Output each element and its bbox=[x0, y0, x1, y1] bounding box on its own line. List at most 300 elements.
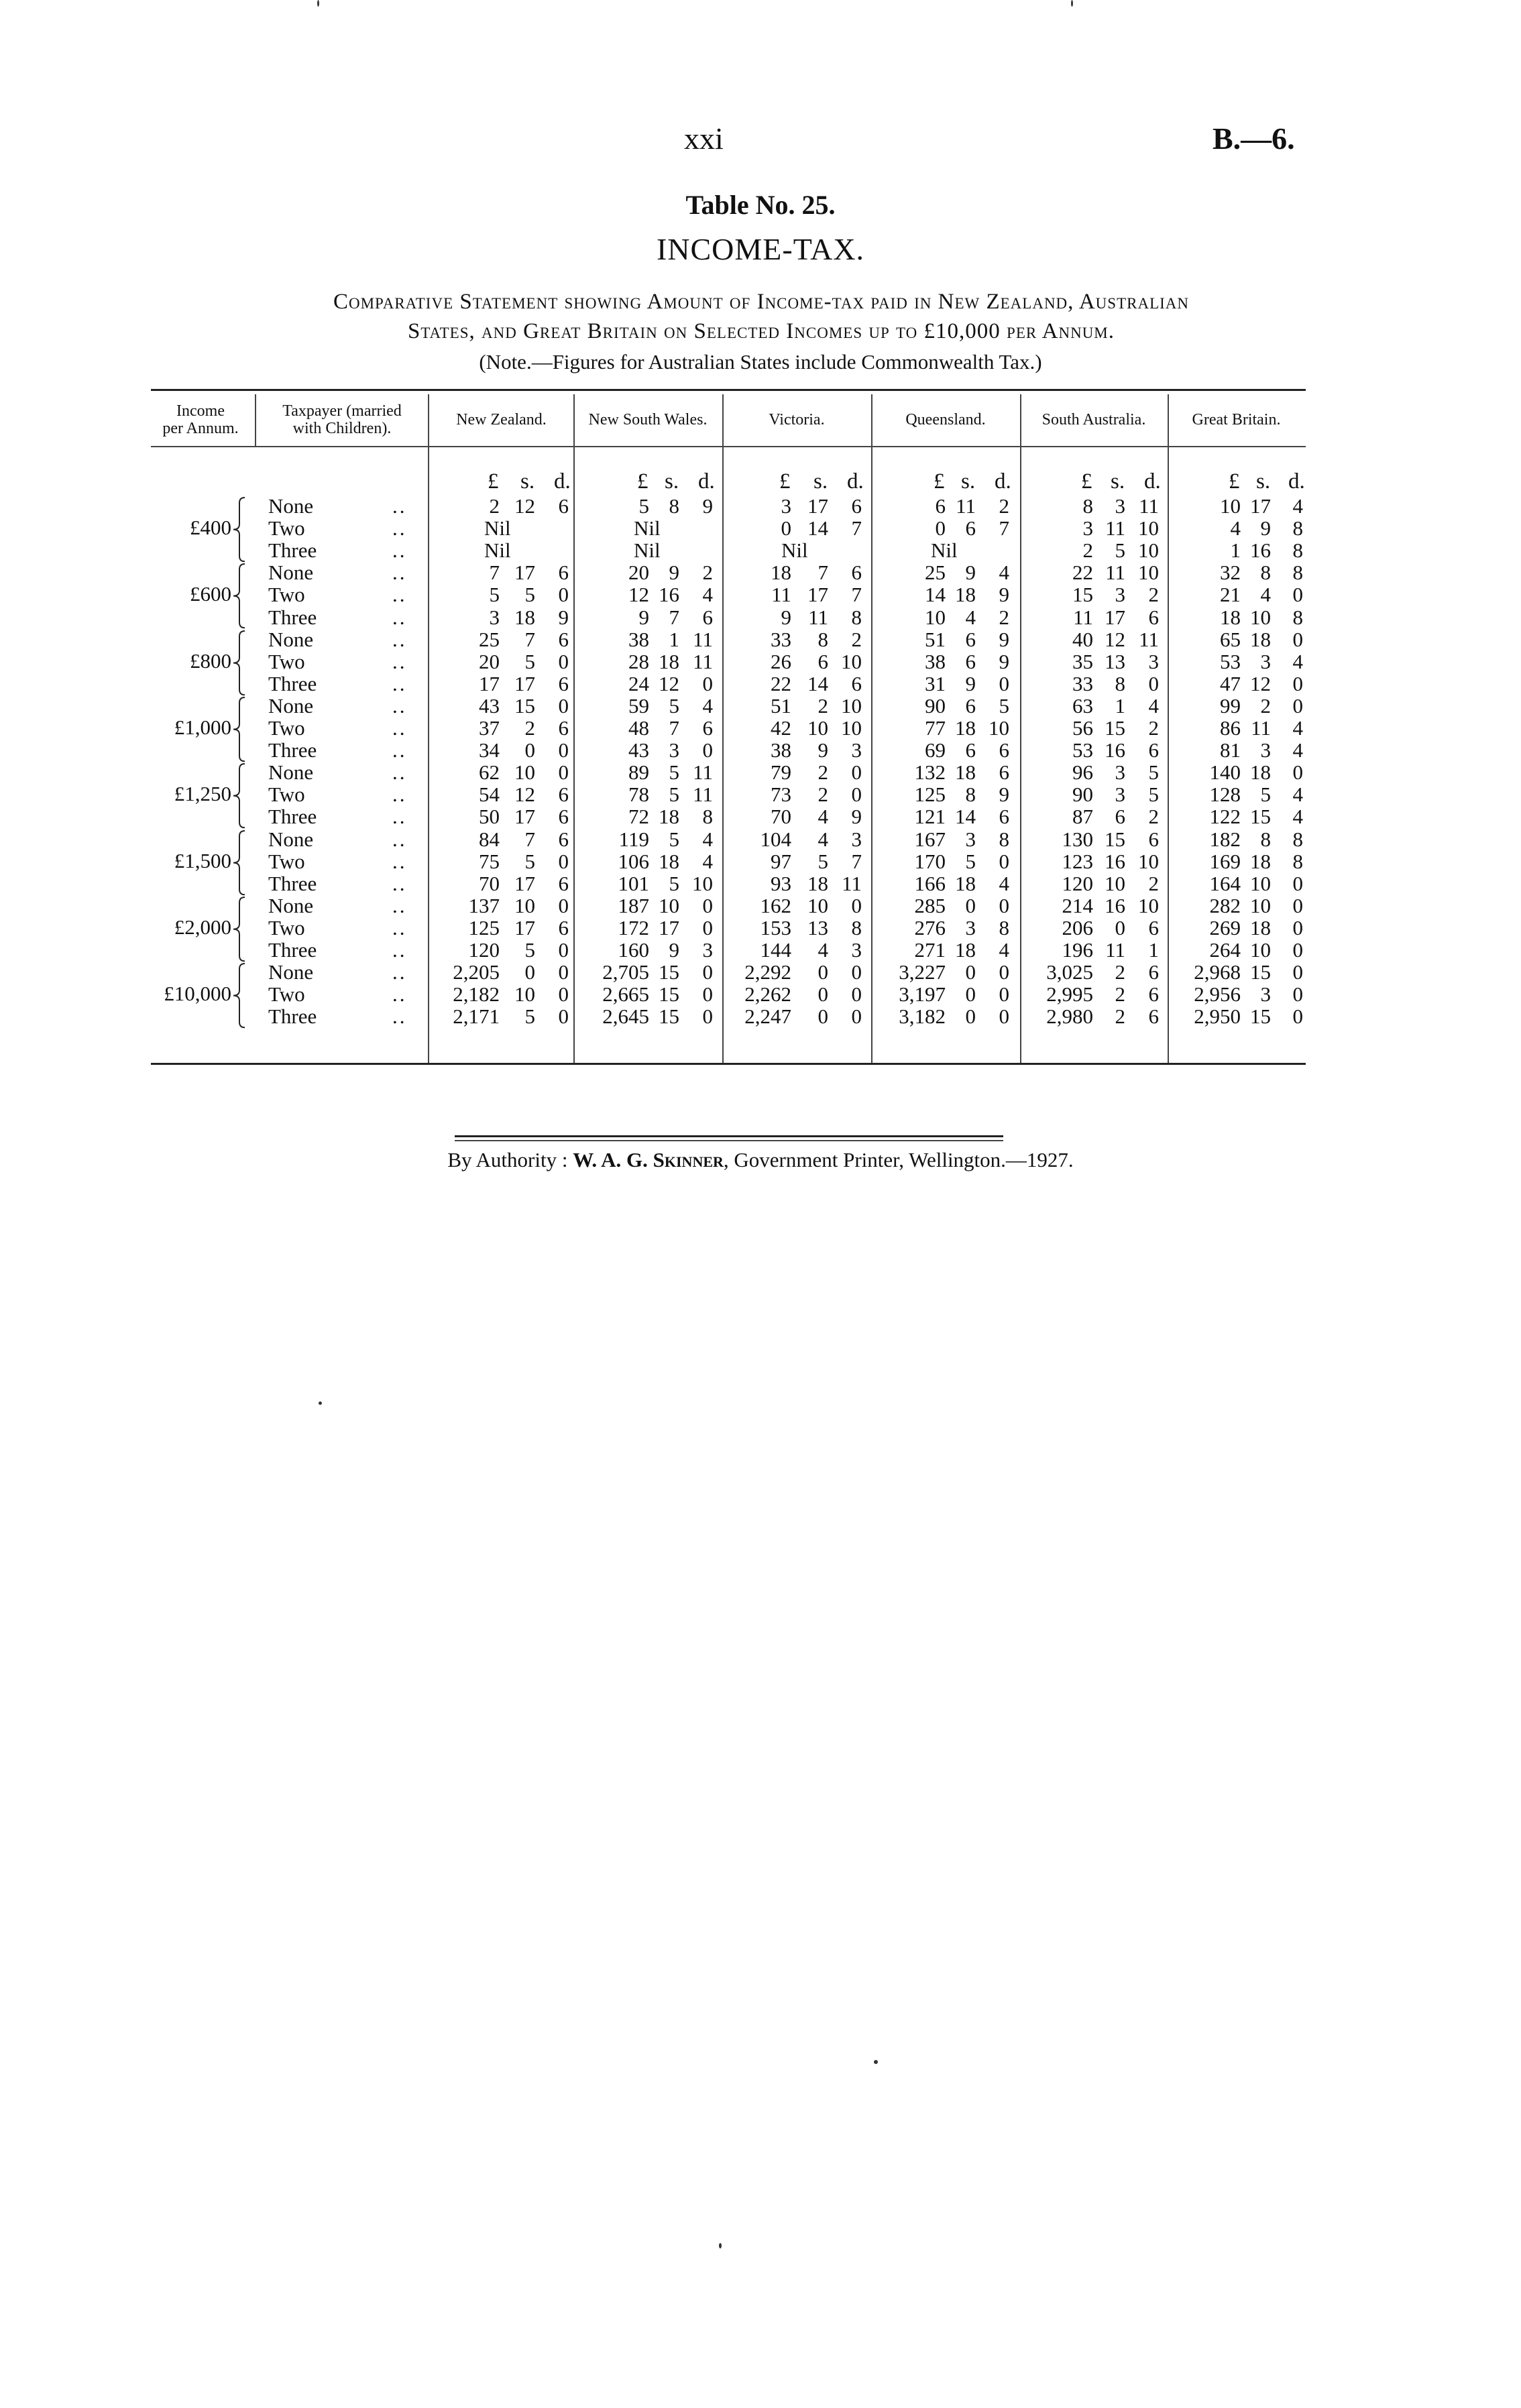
pounds-value: 2,182 bbox=[453, 982, 500, 1007]
pence-value: 4 bbox=[702, 583, 713, 607]
pounds-value: 4 bbox=[1230, 516, 1241, 540]
pounds-value: 38 bbox=[925, 649, 946, 673]
unit-label: s. bbox=[813, 469, 828, 494]
pounds-value: 56 bbox=[1072, 716, 1093, 740]
shillings-value: 10 bbox=[1250, 871, 1271, 895]
nil-value: Nil bbox=[634, 538, 661, 563]
pounds-value: 33 bbox=[1072, 671, 1093, 695]
shillings-value: 11 bbox=[1105, 516, 1125, 540]
shillings-value: 7 bbox=[524, 827, 535, 851]
pence-value: 6 bbox=[702, 716, 713, 740]
pounds-value: 2,980 bbox=[1046, 1005, 1093, 1029]
unit-label: s. bbox=[1256, 469, 1271, 494]
pence-value: 6 bbox=[558, 561, 569, 585]
shillings-value: 8 bbox=[965, 783, 976, 807]
table-row bbox=[0, 961, 1521, 983]
pence-value: 0 bbox=[851, 783, 862, 807]
shillings-value: 5 bbox=[818, 849, 828, 873]
pence-value: 9 bbox=[999, 583, 1009, 607]
taxpayer-label: Three bbox=[268, 871, 317, 895]
footer-rule bbox=[455, 1140, 1003, 1141]
pounds-value: 196 bbox=[1062, 938, 1093, 962]
pence-value: 6 bbox=[558, 827, 569, 851]
pounds-value: 122 bbox=[1209, 805, 1241, 829]
leader-dots: .. bbox=[392, 649, 407, 673]
pence-value: 7 bbox=[851, 849, 862, 873]
pence-value: 6 bbox=[558, 915, 569, 939]
pence-value: 8 bbox=[1292, 538, 1303, 563]
paper-speck bbox=[319, 1401, 322, 1405]
pence-value: 6 bbox=[558, 716, 569, 740]
shillings-value: 14 bbox=[807, 671, 828, 695]
pounds-value: 106 bbox=[618, 849, 649, 873]
taxpayer-label: None bbox=[268, 561, 314, 585]
pounds-value: 206 bbox=[1062, 915, 1093, 939]
pounds-value: 276 bbox=[914, 915, 946, 939]
shillings-value: 8 bbox=[669, 494, 679, 518]
leader-dots: .. bbox=[392, 1005, 407, 1029]
pence-value: 11 bbox=[693, 760, 713, 785]
imprint-prefix: By Authority : bbox=[447, 1148, 568, 1171]
pounds-value: 120 bbox=[1062, 871, 1093, 895]
pence-value: 2 bbox=[1148, 805, 1159, 829]
income-label: £600 bbox=[190, 582, 231, 606]
shillings-value: 15 bbox=[659, 960, 679, 984]
shillings-value: 6 bbox=[965, 627, 976, 651]
pence-value: 0 bbox=[1292, 871, 1303, 895]
table-row bbox=[0, 495, 1521, 517]
shillings-value: 0 bbox=[965, 982, 976, 1007]
table-row bbox=[0, 761, 1521, 783]
shillings-value: 15 bbox=[1250, 1005, 1271, 1029]
pence-value: 0 bbox=[702, 915, 713, 939]
pence-value: 0 bbox=[1148, 671, 1159, 695]
pounds-value: 0 bbox=[935, 516, 946, 540]
pence-value: 6 bbox=[558, 494, 569, 518]
pounds-value: 169 bbox=[1209, 849, 1241, 873]
pence-value: 4 bbox=[1292, 805, 1303, 829]
pence-value: 11 bbox=[1139, 494, 1159, 518]
shillings-value: 2 bbox=[524, 716, 535, 740]
pounds-value: 14 bbox=[925, 583, 946, 607]
pence-value: 6 bbox=[558, 671, 569, 695]
pence-value: 0 bbox=[558, 1005, 569, 1029]
taxpayer-label: Two bbox=[268, 783, 305, 807]
pounds-value: 28 bbox=[628, 649, 649, 673]
unit-label: s. bbox=[665, 469, 679, 494]
pence-value: 2 bbox=[999, 494, 1009, 518]
pounds-value: 25 bbox=[925, 561, 946, 585]
col-header-income-line-2: per Annum. bbox=[162, 420, 239, 437]
shillings-value: 5 bbox=[669, 783, 679, 807]
leader-dots: .. bbox=[392, 805, 407, 829]
imprint-suffix: , Government Printer, Wellington.—1927. bbox=[723, 1148, 1074, 1171]
pence-value: 0 bbox=[851, 1005, 862, 1029]
pence-value: 0 bbox=[1292, 627, 1303, 651]
shillings-value: 3 bbox=[1260, 982, 1271, 1007]
pence-value: 6 bbox=[702, 605, 713, 629]
shillings-value: 17 bbox=[514, 871, 535, 895]
shillings-value: 5 bbox=[524, 649, 535, 673]
pounds-value: 3,197 bbox=[899, 982, 946, 1007]
table-row bbox=[0, 561, 1521, 583]
pence-value: 0 bbox=[999, 893, 1009, 917]
pence-value: 10 bbox=[1138, 516, 1159, 540]
leader-dots: .. bbox=[392, 893, 407, 917]
shillings-value: 17 bbox=[514, 561, 535, 585]
table-row bbox=[0, 539, 1521, 561]
pounds-value: 5 bbox=[638, 494, 649, 518]
unit-label: £ bbox=[934, 469, 945, 494]
pence-value: 2 bbox=[1148, 583, 1159, 607]
pounds-value: 17 bbox=[479, 671, 500, 695]
table-row bbox=[0, 583, 1521, 606]
page-title: INCOME-TAX. bbox=[656, 232, 865, 266]
income-label: £1,250 bbox=[174, 782, 231, 806]
shillings-value: 18 bbox=[807, 871, 828, 895]
paper-speck bbox=[874, 2060, 878, 2064]
pence-value: 0 bbox=[558, 760, 569, 785]
shillings-value: 6 bbox=[818, 649, 828, 673]
shillings-value: 9 bbox=[818, 738, 828, 762]
unit-label: d. bbox=[847, 469, 864, 494]
shillings-value: 15 bbox=[1105, 827, 1125, 851]
pounds-value: 2,262 bbox=[744, 982, 791, 1007]
leader-dots: .. bbox=[392, 605, 407, 629]
pence-value: 10 bbox=[692, 871, 713, 895]
unit-label: d. bbox=[554, 469, 571, 494]
shillings-value: 3 bbox=[965, 827, 976, 851]
leader-dots: .. bbox=[392, 494, 407, 518]
pence-value: 4 bbox=[999, 561, 1009, 585]
pounds-value: 20 bbox=[479, 649, 500, 673]
leader-dots: .. bbox=[392, 561, 407, 585]
pounds-value: 26 bbox=[771, 649, 791, 673]
table-row bbox=[0, 517, 1521, 539]
shillings-value: 2 bbox=[818, 693, 828, 718]
leader-dots: .. bbox=[392, 938, 407, 962]
pounds-value: 53 bbox=[1220, 649, 1241, 673]
shillings-value: 18 bbox=[1250, 760, 1271, 785]
shillings-value: 15 bbox=[659, 1005, 679, 1029]
unit-label: £ bbox=[779, 469, 791, 494]
shillings-value: 16 bbox=[659, 583, 679, 607]
pounds-value: 22 bbox=[771, 671, 791, 695]
shillings-value: 11 bbox=[1251, 716, 1271, 740]
income-label: £2,000 bbox=[174, 915, 231, 939]
pounds-value: 51 bbox=[925, 627, 946, 651]
pounds-value: 128 bbox=[1209, 783, 1241, 807]
pounds-value: 93 bbox=[771, 871, 791, 895]
shillings-value: 18 bbox=[1250, 849, 1271, 873]
leader-dots: .. bbox=[392, 516, 407, 540]
pounds-value: 160 bbox=[618, 938, 649, 962]
pounds-value: 70 bbox=[479, 871, 500, 895]
taxpayer-label: None bbox=[268, 760, 314, 785]
pence-value: 10 bbox=[989, 716, 1009, 740]
col-header-taxpayer-line-1: Taxpayer (married bbox=[282, 402, 402, 420]
shillings-value: 3 bbox=[1260, 649, 1271, 673]
pounds-value: 2,956 bbox=[1194, 982, 1241, 1007]
leader-dots: .. bbox=[392, 693, 407, 718]
shillings-value: 0 bbox=[818, 1005, 828, 1029]
shillings-value: 16 bbox=[1105, 893, 1125, 917]
pence-value: 6 bbox=[1148, 605, 1159, 629]
pounds-value: 153 bbox=[760, 915, 791, 939]
pence-value: 6 bbox=[558, 627, 569, 651]
income-label: £400 bbox=[190, 516, 231, 540]
pence-value: 0 bbox=[1292, 982, 1303, 1007]
pounds-value: 9 bbox=[781, 605, 791, 629]
shillings-value: 0 bbox=[965, 893, 976, 917]
table-row bbox=[0, 872, 1521, 895]
page-number: xxi bbox=[684, 121, 724, 156]
shillings-value: 6 bbox=[965, 649, 976, 673]
subtitle-line-2: States, and Great Britain on Selected Incomes up to £10,000 per Annum. bbox=[408, 319, 1115, 343]
table-row bbox=[0, 850, 1521, 872]
pence-value: 0 bbox=[702, 1005, 713, 1029]
pounds-value: 125 bbox=[468, 915, 500, 939]
shillings-value: 9 bbox=[669, 938, 679, 962]
pence-value: 0 bbox=[1292, 960, 1303, 984]
shillings-value: 10 bbox=[1250, 938, 1271, 962]
pence-value: 0 bbox=[1292, 693, 1303, 718]
shillings-value: 12 bbox=[514, 783, 535, 807]
pounds-value: 2,645 bbox=[602, 1005, 649, 1029]
pence-value: 0 bbox=[999, 849, 1009, 873]
pounds-value: 2,292 bbox=[744, 960, 791, 984]
pounds-value: 2,995 bbox=[1046, 982, 1093, 1007]
pence-value: 4 bbox=[1292, 738, 1303, 762]
pence-value: 4 bbox=[999, 938, 1009, 962]
unit-label: £ bbox=[637, 469, 649, 494]
table-row bbox=[0, 739, 1521, 761]
pounds-value: 101 bbox=[618, 871, 649, 895]
pence-value: 8 bbox=[1292, 849, 1303, 873]
pence-value: 4 bbox=[1292, 716, 1303, 740]
pence-value: 0 bbox=[851, 760, 862, 785]
pounds-value: 86 bbox=[1220, 716, 1241, 740]
shillings-value: 0 bbox=[965, 1005, 976, 1029]
unit-label: £ bbox=[1229, 469, 1240, 494]
pence-value: 9 bbox=[999, 627, 1009, 651]
pence-value: 6 bbox=[999, 760, 1009, 785]
pounds-value: 6 bbox=[935, 494, 946, 518]
col-header-taxpayer-line-2: with Children). bbox=[292, 420, 392, 437]
pence-value: 6 bbox=[1148, 1005, 1159, 1029]
shillings-value: 18 bbox=[955, 583, 976, 607]
pence-value: 6 bbox=[851, 671, 862, 695]
pence-value: 0 bbox=[558, 893, 569, 917]
unit-label: £ bbox=[1081, 469, 1092, 494]
pounds-value: 90 bbox=[1072, 783, 1093, 807]
taxpayer-label: Two bbox=[268, 849, 305, 873]
shillings-value: 7 bbox=[524, 627, 535, 651]
shillings-value: 16 bbox=[1105, 849, 1125, 873]
pounds-value: 269 bbox=[1209, 915, 1241, 939]
taxpayer-label: Two bbox=[268, 915, 305, 939]
pence-value: 0 bbox=[558, 649, 569, 673]
shillings-value: 9 bbox=[965, 671, 976, 695]
pence-value: 10 bbox=[1138, 849, 1159, 873]
pence-value: 6 bbox=[999, 738, 1009, 762]
leader-dots: .. bbox=[392, 538, 407, 563]
shillings-value: 10 bbox=[807, 893, 828, 917]
shillings-value: 0 bbox=[965, 960, 976, 984]
shillings-value: 6 bbox=[965, 693, 976, 718]
shillings-value: 5 bbox=[669, 871, 679, 895]
income-label: £10,000 bbox=[164, 982, 231, 1006]
pounds-value: 31 bbox=[925, 671, 946, 695]
pounds-value: 2,247 bbox=[744, 1005, 791, 1029]
shillings-value: 7 bbox=[818, 561, 828, 585]
pounds-value: 3 bbox=[489, 605, 500, 629]
shillings-value: 5 bbox=[524, 849, 535, 873]
table-row bbox=[0, 650, 1521, 673]
shillings-value: 12 bbox=[659, 671, 679, 695]
pence-value: 6 bbox=[558, 805, 569, 829]
col-header-new-zealand: New Zealand. bbox=[456, 411, 547, 428]
leader-dots: .. bbox=[392, 915, 407, 939]
pence-value: 4 bbox=[702, 827, 713, 851]
shillings-value: 8 bbox=[1260, 827, 1271, 851]
pounds-value: 38 bbox=[628, 627, 649, 651]
table-row bbox=[0, 673, 1521, 695]
unit-label: d. bbox=[1144, 469, 1161, 494]
shillings-value: 13 bbox=[807, 915, 828, 939]
shillings-value: 14 bbox=[955, 805, 976, 829]
table-bottom-rule bbox=[151, 1063, 1306, 1065]
col-header-victoria: Victoria. bbox=[769, 411, 825, 428]
pounds-value: 2,950 bbox=[1194, 1005, 1241, 1029]
leader-dots: .. bbox=[392, 627, 407, 651]
shillings-value: 8 bbox=[818, 627, 828, 651]
pence-value: 6 bbox=[1148, 738, 1159, 762]
unit-label: d. bbox=[995, 469, 1011, 494]
table-row bbox=[0, 717, 1521, 739]
shillings-value: 5 bbox=[524, 583, 535, 607]
pounds-value: 43 bbox=[628, 738, 649, 762]
pounds-value: 104 bbox=[760, 827, 791, 851]
pence-value: 7 bbox=[851, 583, 862, 607]
pence-value: 11 bbox=[693, 649, 713, 673]
col-header-great-britain: Great Britain. bbox=[1192, 411, 1281, 428]
nil-value: Nil bbox=[781, 538, 808, 563]
shillings-value: 11 bbox=[1105, 561, 1125, 585]
taxpayer-label: Three bbox=[268, 738, 317, 762]
shillings-value: 15 bbox=[659, 982, 679, 1007]
shillings-value: 7 bbox=[669, 605, 679, 629]
shillings-value: 2 bbox=[1115, 1005, 1125, 1029]
pence-value: 4 bbox=[1292, 649, 1303, 673]
pence-value: 3 bbox=[702, 938, 713, 962]
taxpayer-label: Three bbox=[268, 538, 317, 563]
pence-value: 4 bbox=[702, 693, 713, 718]
leader-dots: .. bbox=[392, 738, 407, 762]
shillings-value: 3 bbox=[1115, 583, 1125, 607]
subtitle-line-1: Comparative Statement showing Amount of Income-tax paid in New Zealand, Australian bbox=[333, 290, 1190, 314]
pounds-value: 7 bbox=[489, 561, 500, 585]
pence-value: 7 bbox=[851, 516, 862, 540]
shillings-value: 17 bbox=[1250, 494, 1271, 518]
shillings-value: 17 bbox=[659, 915, 679, 939]
nil-value: Nil bbox=[484, 516, 511, 540]
shillings-value: 2 bbox=[818, 760, 828, 785]
shillings-value: 4 bbox=[818, 938, 828, 962]
pounds-value: 24 bbox=[628, 671, 649, 695]
pounds-value: 285 bbox=[914, 893, 946, 917]
shillings-value: 12 bbox=[1250, 671, 1271, 695]
pounds-value: 119 bbox=[618, 827, 649, 851]
pence-value: 10 bbox=[1138, 538, 1159, 563]
pounds-value: 79 bbox=[771, 760, 791, 785]
shillings-value: 5 bbox=[1115, 538, 1125, 563]
shillings-value: 3 bbox=[1115, 760, 1125, 785]
pounds-value: 130 bbox=[1062, 827, 1093, 851]
pounds-value: 90 bbox=[925, 693, 946, 718]
pence-value: 0 bbox=[702, 893, 713, 917]
leader-dots: .. bbox=[392, 583, 407, 607]
pence-value: 8 bbox=[1292, 516, 1303, 540]
pence-value: 8 bbox=[999, 827, 1009, 851]
pounds-value: 84 bbox=[479, 827, 500, 851]
pounds-value: 2 bbox=[489, 494, 500, 518]
table-label: Table No. 25. bbox=[685, 190, 836, 220]
table-row bbox=[0, 783, 1521, 805]
pounds-value: 2,705 bbox=[602, 960, 649, 984]
pence-value: 10 bbox=[1138, 893, 1159, 917]
pounds-value: 3,182 bbox=[899, 1005, 946, 1029]
pounds-value: 132 bbox=[914, 760, 946, 785]
pounds-value: 214 bbox=[1062, 893, 1093, 917]
pence-value: 0 bbox=[851, 960, 862, 984]
taxpayer-label: None bbox=[268, 494, 314, 518]
pence-value: 0 bbox=[1292, 938, 1303, 962]
pounds-value: 170 bbox=[914, 849, 946, 873]
col-header-queensland: Queensland. bbox=[905, 411, 986, 428]
shillings-value: 5 bbox=[524, 1005, 535, 1029]
nil-value: Nil bbox=[634, 516, 661, 540]
shillings-value: 10 bbox=[1105, 871, 1125, 895]
shillings-value: 10 bbox=[1250, 893, 1271, 917]
taxpayer-label: Three bbox=[268, 805, 317, 829]
pounds-value: 162 bbox=[760, 893, 791, 917]
pounds-value: 89 bbox=[628, 760, 649, 785]
table-top-rule bbox=[151, 389, 1306, 391]
taxpayer-label: Two bbox=[268, 583, 305, 607]
pence-value: 6 bbox=[1148, 827, 1159, 851]
pence-value: 2 bbox=[702, 561, 713, 585]
taxpayer-label: Three bbox=[268, 938, 317, 962]
leader-dots: .. bbox=[392, 849, 407, 873]
pence-value: 7 bbox=[999, 516, 1009, 540]
paper-speck bbox=[1071, 0, 1073, 7]
shillings-value: 2 bbox=[1115, 960, 1125, 984]
shillings-value: 5 bbox=[669, 693, 679, 718]
pounds-value: 34 bbox=[479, 738, 500, 762]
pounds-value: 140 bbox=[1209, 760, 1241, 785]
pounds-value: 172 bbox=[618, 915, 649, 939]
shillings-value: 17 bbox=[807, 494, 828, 518]
shillings-value: 3 bbox=[965, 915, 976, 939]
pence-value: 6 bbox=[1148, 915, 1159, 939]
pence-value: 6 bbox=[999, 805, 1009, 829]
shillings-value: 15 bbox=[1250, 960, 1271, 984]
pence-value: 0 bbox=[999, 982, 1009, 1007]
shillings-value: 14 bbox=[807, 516, 828, 540]
leader-dots: .. bbox=[392, 716, 407, 740]
pounds-value: 65 bbox=[1220, 627, 1241, 651]
